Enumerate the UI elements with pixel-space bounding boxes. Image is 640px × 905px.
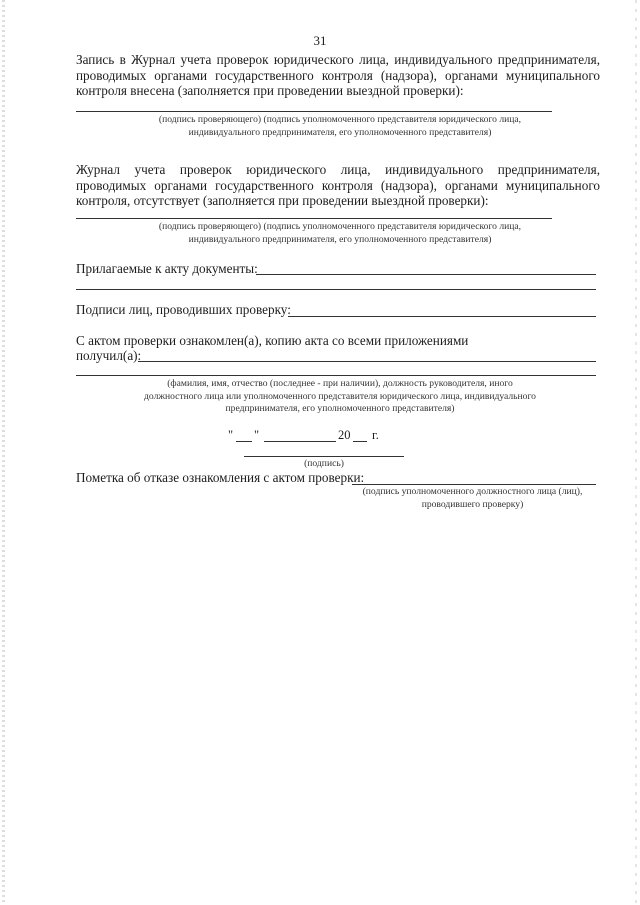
journal-absent-signature-line[interactable] [76,218,552,219]
attached-docs-label: Прилагаемые к акту документы: [76,261,258,276]
date-close-quote: " [254,428,260,442]
page-number: 31 [313,33,327,48]
journal-entry-signature-line[interactable] [76,111,552,112]
refusal-caption: (подпись уполномоченного должностного лица (лиц), проводившего проверку) [362,486,583,510]
scan-edge-left [2,0,5,905]
acquainted-line-2: получил(а): [76,348,142,363]
refusal-label: Пометка об отказе ознакомления с актом проверки: [76,470,365,485]
signature-caption: (подпись) [304,458,344,469]
date-year-suffix: г. [372,428,379,442]
journal-absent-caption: (подпись проверяющего) (подпись уполномоченного представителя юридического лица, индивидуального предпринимателя, его уполномоченного представителя) [158,221,522,245]
date-month-field[interactable] [264,441,336,442]
acquainted-caption: (фамилия, имя, отчество (последнее - при наличии), должность руководителя, иного должностного лица или уполномоченного представителя юридического лица, индивидуального предпринимателя, его уполномоченного представителя) [144,378,536,414]
attached-docs-field-line-2[interactable] [76,289,596,290]
date-year-prefix: 20 [338,428,351,442]
journal-entry-paragraph: Запись в Журнал учета проверок юридического лица, индивидуального предпринимателя, проводимых органами государственного контроля (надзора), органами муниципального контроля внесена (заполняется при проведении выездной проверки): [76,52,600,98]
inspectors-signatures-field[interactable] [288,316,596,317]
date-day-field[interactable] [236,441,252,442]
scan-edge-right [635,0,637,905]
journal-entry-caption: (подпись проверяющего) (подпись уполномоченного представителя юридического лица, индивидуального предпринимателя, его уполномоченного представителя) [158,114,522,138]
date-open-quote: " [228,428,234,442]
signature-field[interactable] [244,456,404,457]
acquainted-line-1: С актом проверки ознакомлен(а), копию акта со всеми приложениями [76,333,469,348]
acquainted-field[interactable] [138,361,596,362]
date-year-field[interactable] [353,441,367,442]
attached-docs-field[interactable] [256,274,596,275]
refusal-field[interactable] [352,484,596,485]
acquainted-field-line-2[interactable] [76,375,596,376]
inspectors-signatures-label: Подписи лиц, проводивших проверку: [76,302,291,317]
journal-absent-paragraph: Журнал учета проверок юридического лица, индивидуального предпринимателя, проводимых органами государственного контроля (надзора), органами муниципального контроля, отсутствует (заполняется при проведении выездной проверки): [76,162,600,208]
